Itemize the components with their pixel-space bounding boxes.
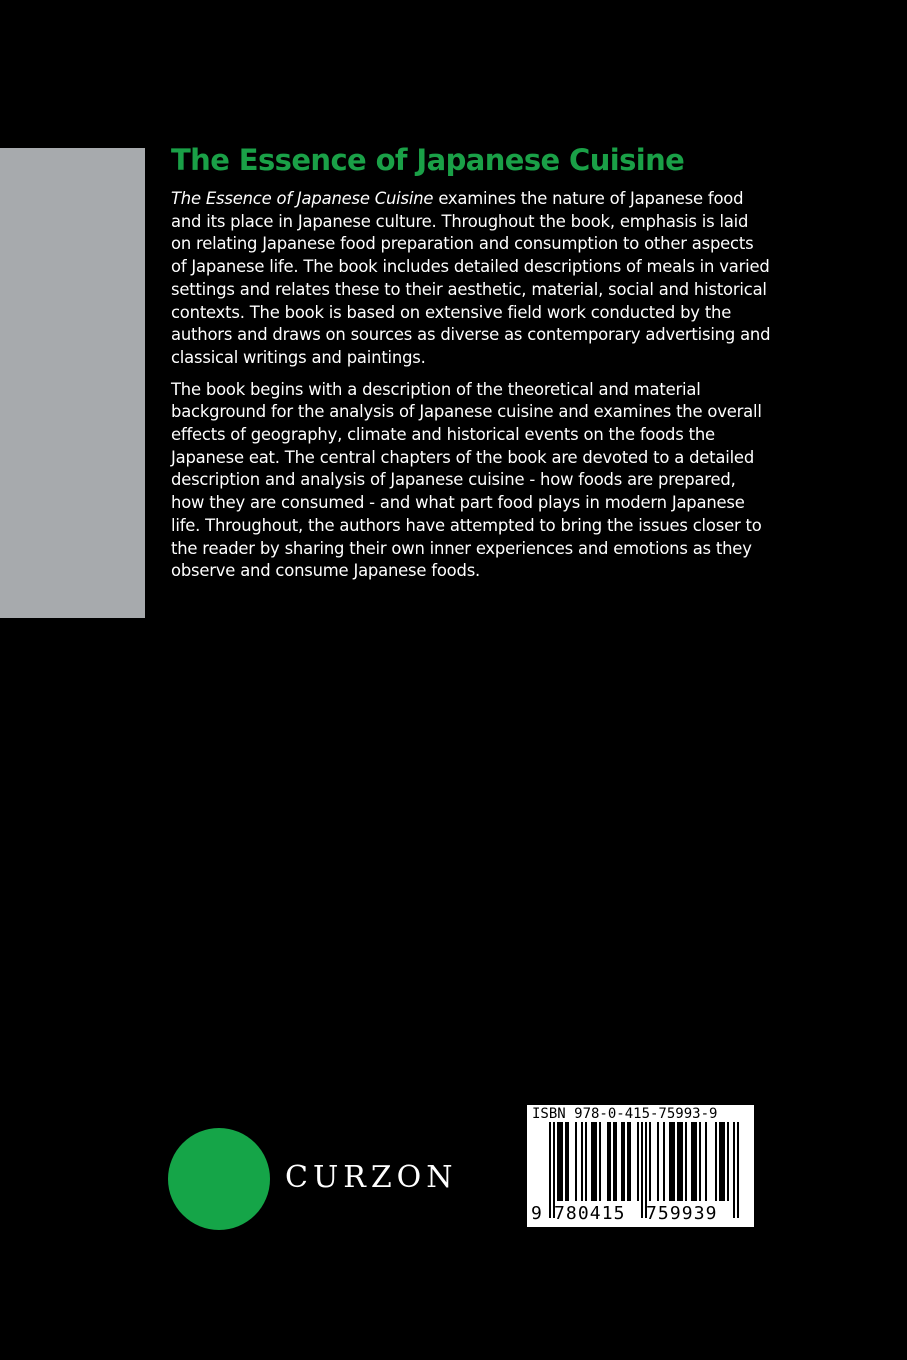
barcode-bar: [693, 1122, 695, 1201]
barcode-bar: [723, 1122, 725, 1201]
barcode-bar: [677, 1122, 679, 1201]
publisher-block: [168, 1128, 468, 1232]
blurb-paragraph-1-text: examines the nature of Japanese food and its place in Japanese culture. Throughout the book, emphasis is laid on relating Japanese food preparation and consumption to other aspects of Japanese life. The book includes detailed descriptions of meals in varied settings and relates these to their aesthetic, material, social and historical contexts. The book is based on extensive field work conducted by the authors and draws on sources as diverse as contemporary advertising and classical writings and paintings.: [171, 189, 771, 367]
barcode-bar: [737, 1122, 739, 1218]
barcode-bar: [705, 1122, 707, 1201]
barcode-bar: [685, 1122, 687, 1201]
isbn-label: ISBN 978-0-415-75993-9: [532, 1106, 718, 1122]
barcode-bar: [613, 1122, 615, 1201]
barcode-bar: [591, 1122, 593, 1201]
barcode-bar: [721, 1122, 723, 1201]
gray-side-band: [0, 148, 145, 618]
ean-right-digits: 759939: [646, 1203, 718, 1224]
barcode-bar: [557, 1122, 559, 1201]
barcode-bar: [715, 1122, 717, 1201]
barcode-bar: [621, 1122, 623, 1201]
barcode-bar: [629, 1122, 631, 1201]
publisher-logo-circle-icon: [168, 1128, 270, 1230]
barcode-bar: [637, 1122, 639, 1201]
barcode-bar: [585, 1122, 587, 1201]
barcode-bar: [559, 1122, 561, 1201]
barcode-bar: [681, 1122, 683, 1201]
barcode-bar: [671, 1122, 673, 1201]
barcode-bar: [657, 1122, 659, 1201]
barcode-bar: [733, 1122, 735, 1218]
barcode-bar: [691, 1122, 693, 1201]
blurb-title-italic: The Essence of Japanese Cuisine: [171, 189, 434, 208]
barcode-bar: [565, 1122, 567, 1201]
barcode-bar: [549, 1122, 551, 1218]
barcode-bar: [669, 1122, 671, 1201]
barcode-bar: [627, 1122, 629, 1201]
back-cover-blurb: [171, 140, 771, 592]
publisher-name: CURZON: [285, 1160, 458, 1195]
barcode-bar: [609, 1122, 611, 1201]
blurb-paragraph-2: The book begins with a description of the theoretical and material background for the analysis of Japanese cuisine and examines the overall effects of geography, climate and historical events on the foods the Japanese eat. The central chapters of the book are devoted to a detailed description and analysis of Japanese cuisine - how foods are prepared, how they are consumed - and what part food plays in modern Japanese life. Throughout, the authors have attempted to bring the issues closer to the reader by sharing their own inner experiences and emotions as they observe and consume Japanese foods.: [171, 379, 762, 581]
barcode-bar: [673, 1122, 675, 1201]
barcode-bar: [727, 1122, 729, 1201]
barcode-bar: [641, 1122, 643, 1218]
ean-left-digits: 780415: [554, 1203, 626, 1224]
barcode-bar: [615, 1122, 617, 1201]
barcode-bar: [567, 1122, 569, 1201]
barcode-bar: [679, 1122, 681, 1201]
barcode-bar: [561, 1122, 563, 1201]
barcode-bar: [593, 1122, 595, 1201]
barcode-bar: [623, 1122, 625, 1201]
barcode-bar: [575, 1122, 577, 1201]
ean-first-digit: 9: [531, 1203, 542, 1224]
barcode-bar: [663, 1122, 665, 1201]
isbn-barcode: [527, 1105, 754, 1227]
blurb-paragraph-1: [171, 188, 771, 370]
barcode-bar: [649, 1122, 651, 1201]
barcode-bar: [719, 1122, 721, 1201]
barcode-bar: [699, 1122, 701, 1201]
barcode-bar: [599, 1122, 601, 1201]
book-title: The Essence of Japanese Cuisine: [171, 143, 685, 177]
barcode-bar: [695, 1122, 697, 1201]
barcode-bar: [607, 1122, 609, 1201]
barcode-bar: [581, 1122, 583, 1201]
barcode-bar: [595, 1122, 597, 1201]
